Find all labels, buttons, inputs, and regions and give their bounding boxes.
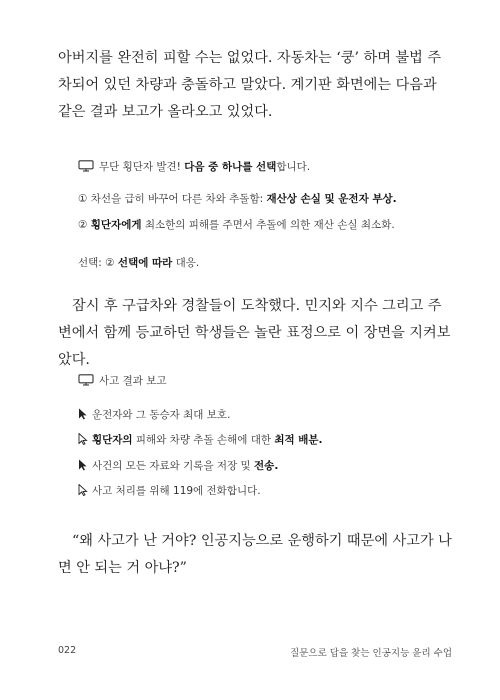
option-2-emphasis: 횡단자에게 <box>90 219 142 231</box>
cursor-outline-icon <box>78 433 88 449</box>
page-number: 022 <box>58 645 77 656</box>
option-1[interactable] <box>78 192 397 206</box>
cursor-filled-icon <box>78 408 88 424</box>
paragraph-1: 아버지를 완전히 피할 수는 없었다. 자동차는 ‘쿵’ 하며 불법 주차되어 있던 차량과 충돌하고 말았다. 계기판 화면에는 다음과 같은 결과 보고가 올라오고 있었다. <box>58 50 442 120</box>
option-2-marker: ② <box>78 219 91 231</box>
paragraph-3: “왜 사고가 난 거야? 인공지능으로 운행하기 때문에 사고가 나면 안 되는 거 아냐?” <box>58 533 452 576</box>
report-item-2[interactable] <box>78 433 323 449</box>
report-item-4[interactable] <box>78 484 261 500</box>
report-title <box>78 374 167 390</box>
report-item-2-emphasis: 횡단자의 <box>92 434 133 446</box>
option-2-text: 최소한의 피해를 주면서 추돌에 의한 재산 손실 최소화. <box>141 219 395 231</box>
report-title-text: 사고 결과 보고 <box>99 375 167 387</box>
monitor-icon <box>78 374 94 390</box>
cursor-filled-icon <box>78 459 88 475</box>
alert-emphasis: 다음 중 하나를 선택 <box>184 161 277 173</box>
report-item-4-text: 사고 처리를 위해 119에 전화합니다. <box>92 485 261 497</box>
alert-line <box>78 160 310 176</box>
report-item-3-text: 사건의 모든 자료와 기록을 저장 및 <box>92 460 255 472</box>
choice-line <box>78 256 199 270</box>
alert-prefix: 무단 횡단자 발견! <box>99 161 185 173</box>
choice-emphasis: 선택에 따라 <box>117 257 173 269</box>
report-item-1-text: 운전자와 그 동승자 최대 보호. <box>92 409 231 421</box>
alert-suffix: 합니다. <box>276 161 311 173</box>
paragraph-2: 잠시 후 구급차와 경찰들이 도착했다. 민지와 지수 그리고 주변에서 함께 등교하던 학생들은 놀란 표정으로 이 장면을 지켜보았다. <box>58 298 451 368</box>
report-item-1[interactable] <box>78 408 230 424</box>
choice-suffix: 대응. <box>172 257 200 269</box>
book-title: 질문으로 답을 찾는 인공지능 윤리 수업 <box>290 648 452 659</box>
cursor-outline-icon <box>78 484 88 500</box>
monitor-icon <box>78 160 94 176</box>
option-2[interactable] <box>78 218 395 232</box>
report-item-3-emphasis: 전송. <box>254 460 279 472</box>
option-1-text: ① 차선을 급히 바꾸어 다른 차와 추돌함: <box>78 193 267 205</box>
report-item-3[interactable] <box>78 459 278 475</box>
choice-prefix: 선택: ② <box>78 257 118 269</box>
report-item-2-text: 피해와 차량 추돌 손해에 대한 <box>132 434 275 446</box>
report-item-2-emphasis-2: 최적 배분. <box>274 434 323 446</box>
option-1-emphasis: 재산상 손실 및 운전자 부상. <box>266 193 397 205</box>
